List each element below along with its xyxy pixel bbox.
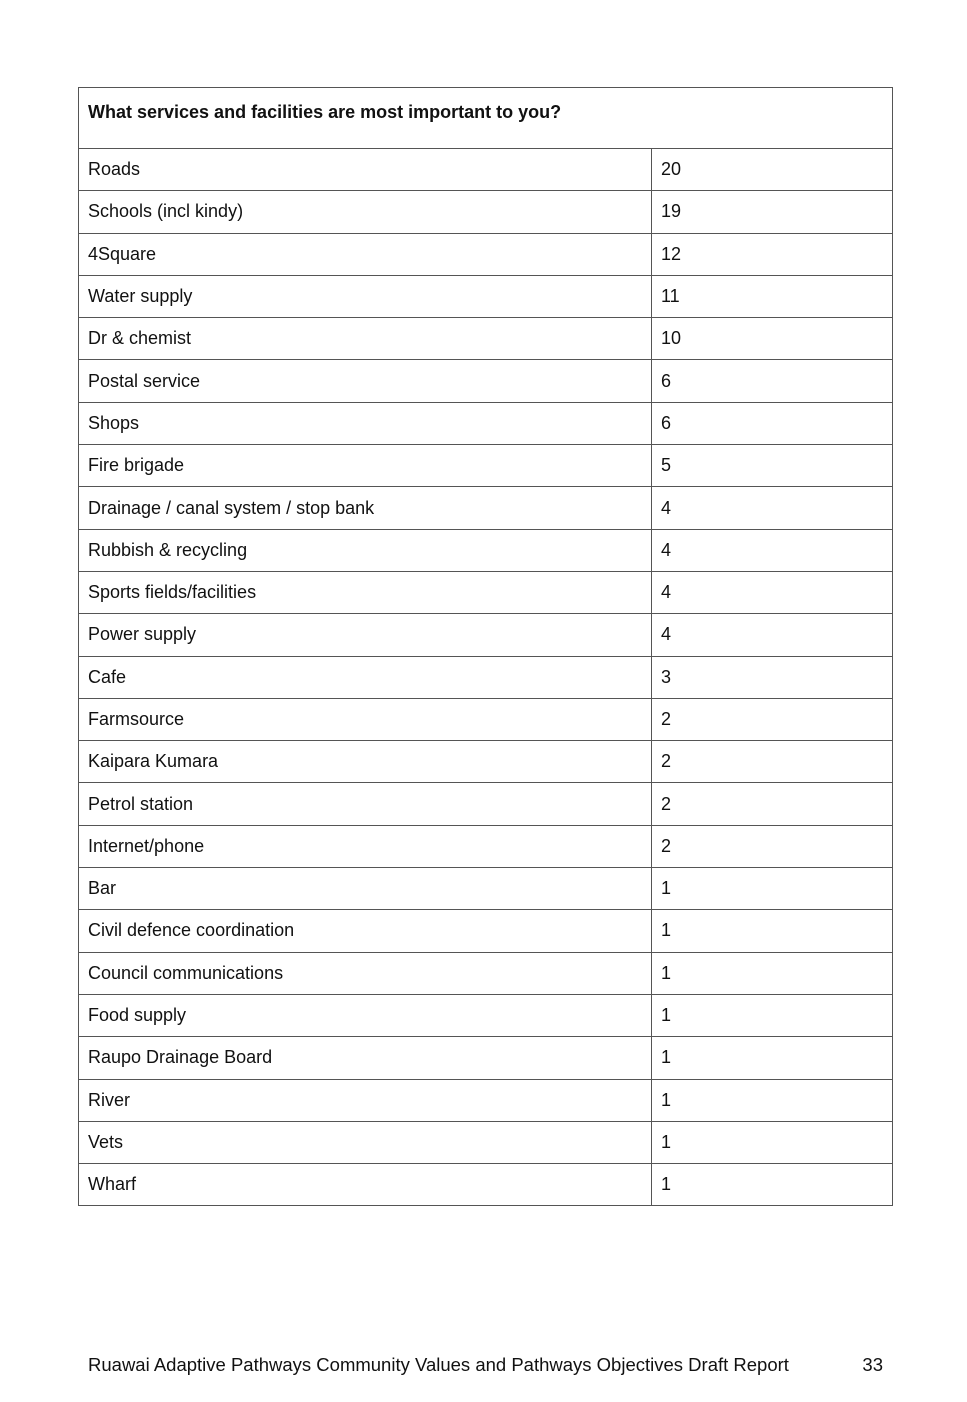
service-label: Raupo Drainage Board <box>79 1037 652 1079</box>
service-count: 1 <box>652 1037 893 1079</box>
service-label: Power supply <box>79 614 652 656</box>
service-count: 2 <box>652 825 893 867</box>
table-row <box>79 910 893 952</box>
table-row <box>79 1164 893 1206</box>
table-row <box>79 402 893 444</box>
service-count: 4 <box>652 529 893 571</box>
table-row <box>79 868 893 910</box>
service-label: Vets <box>79 1121 652 1163</box>
table-row <box>79 360 893 402</box>
table-row <box>79 656 893 698</box>
service-label: Dr & chemist <box>79 318 652 360</box>
service-label: Council communications <box>79 952 652 994</box>
service-count: 1 <box>652 910 893 952</box>
service-label: Petrol station <box>79 783 652 825</box>
service-count: 1 <box>652 994 893 1036</box>
service-label: Farmsource <box>79 698 652 740</box>
service-label: Postal service <box>79 360 652 402</box>
service-count: 20 <box>652 149 893 191</box>
service-label: Rubbish & recycling <box>79 529 652 571</box>
table-body <box>79 149 893 1206</box>
table-row <box>79 1037 893 1079</box>
service-label: Kaipara Kumara <box>79 741 652 783</box>
service-label: Water supply <box>79 275 652 317</box>
table-header-row <box>79 88 893 149</box>
service-label: Wharf <box>79 1164 652 1206</box>
service-count: 1 <box>652 1164 893 1206</box>
service-count: 4 <box>652 487 893 529</box>
service-label: Shops <box>79 402 652 444</box>
service-label: Roads <box>79 149 652 191</box>
service-count: 12 <box>652 233 893 275</box>
service-label: Fire brigade <box>79 445 652 487</box>
service-label: Bar <box>79 868 652 910</box>
table-row <box>79 487 893 529</box>
page-footer <box>88 1354 883 1376</box>
service-label: Schools (incl kindy) <box>79 191 652 233</box>
service-label: Internet/phone <box>79 825 652 867</box>
table-row <box>79 783 893 825</box>
table-row <box>79 191 893 233</box>
table-row <box>79 233 893 275</box>
service-count: 3 <box>652 656 893 698</box>
service-count: 5 <box>652 445 893 487</box>
table-row <box>79 952 893 994</box>
service-count: 4 <box>652 571 893 613</box>
service-count: 19 <box>652 191 893 233</box>
table-row <box>79 1079 893 1121</box>
table-row <box>79 318 893 360</box>
table-row <box>79 1121 893 1163</box>
table-row <box>79 445 893 487</box>
table-row <box>79 698 893 740</box>
footer-title: Ruawai Adaptive Pathways Community Values and Pathways Objectives Draft Report <box>88 1354 789 1375</box>
service-count: 1 <box>652 868 893 910</box>
table-row <box>79 994 893 1036</box>
service-count: 2 <box>652 741 893 783</box>
table-row <box>79 529 893 571</box>
service-count: 1 <box>652 952 893 994</box>
service-label: 4Square <box>79 233 652 275</box>
service-count: 10 <box>652 318 893 360</box>
question-heading: What services and facilities are most important to you? <box>79 88 893 149</box>
service-count: 4 <box>652 614 893 656</box>
table-row <box>79 614 893 656</box>
table-row <box>79 825 893 867</box>
service-label: Food supply <box>79 994 652 1036</box>
service-count: 1 <box>652 1079 893 1121</box>
service-label: Sports fields/facilities <box>79 571 652 613</box>
page-number: 33 <box>862 1354 883 1375</box>
table-row <box>79 741 893 783</box>
service-count: 6 <box>652 360 893 402</box>
service-count: 2 <box>652 783 893 825</box>
service-label: Cafe <box>79 656 652 698</box>
table-row <box>79 149 893 191</box>
services-table <box>78 87 893 1206</box>
service-label: River <box>79 1079 652 1121</box>
service-count: 1 <box>652 1121 893 1163</box>
table-row <box>79 275 893 317</box>
service-label: Drainage / canal system / stop bank <box>79 487 652 529</box>
table-row <box>79 571 893 613</box>
service-count: 11 <box>652 275 893 317</box>
service-count: 6 <box>652 402 893 444</box>
service-count: 2 <box>652 698 893 740</box>
service-label: Civil defence coordination <box>79 910 652 952</box>
